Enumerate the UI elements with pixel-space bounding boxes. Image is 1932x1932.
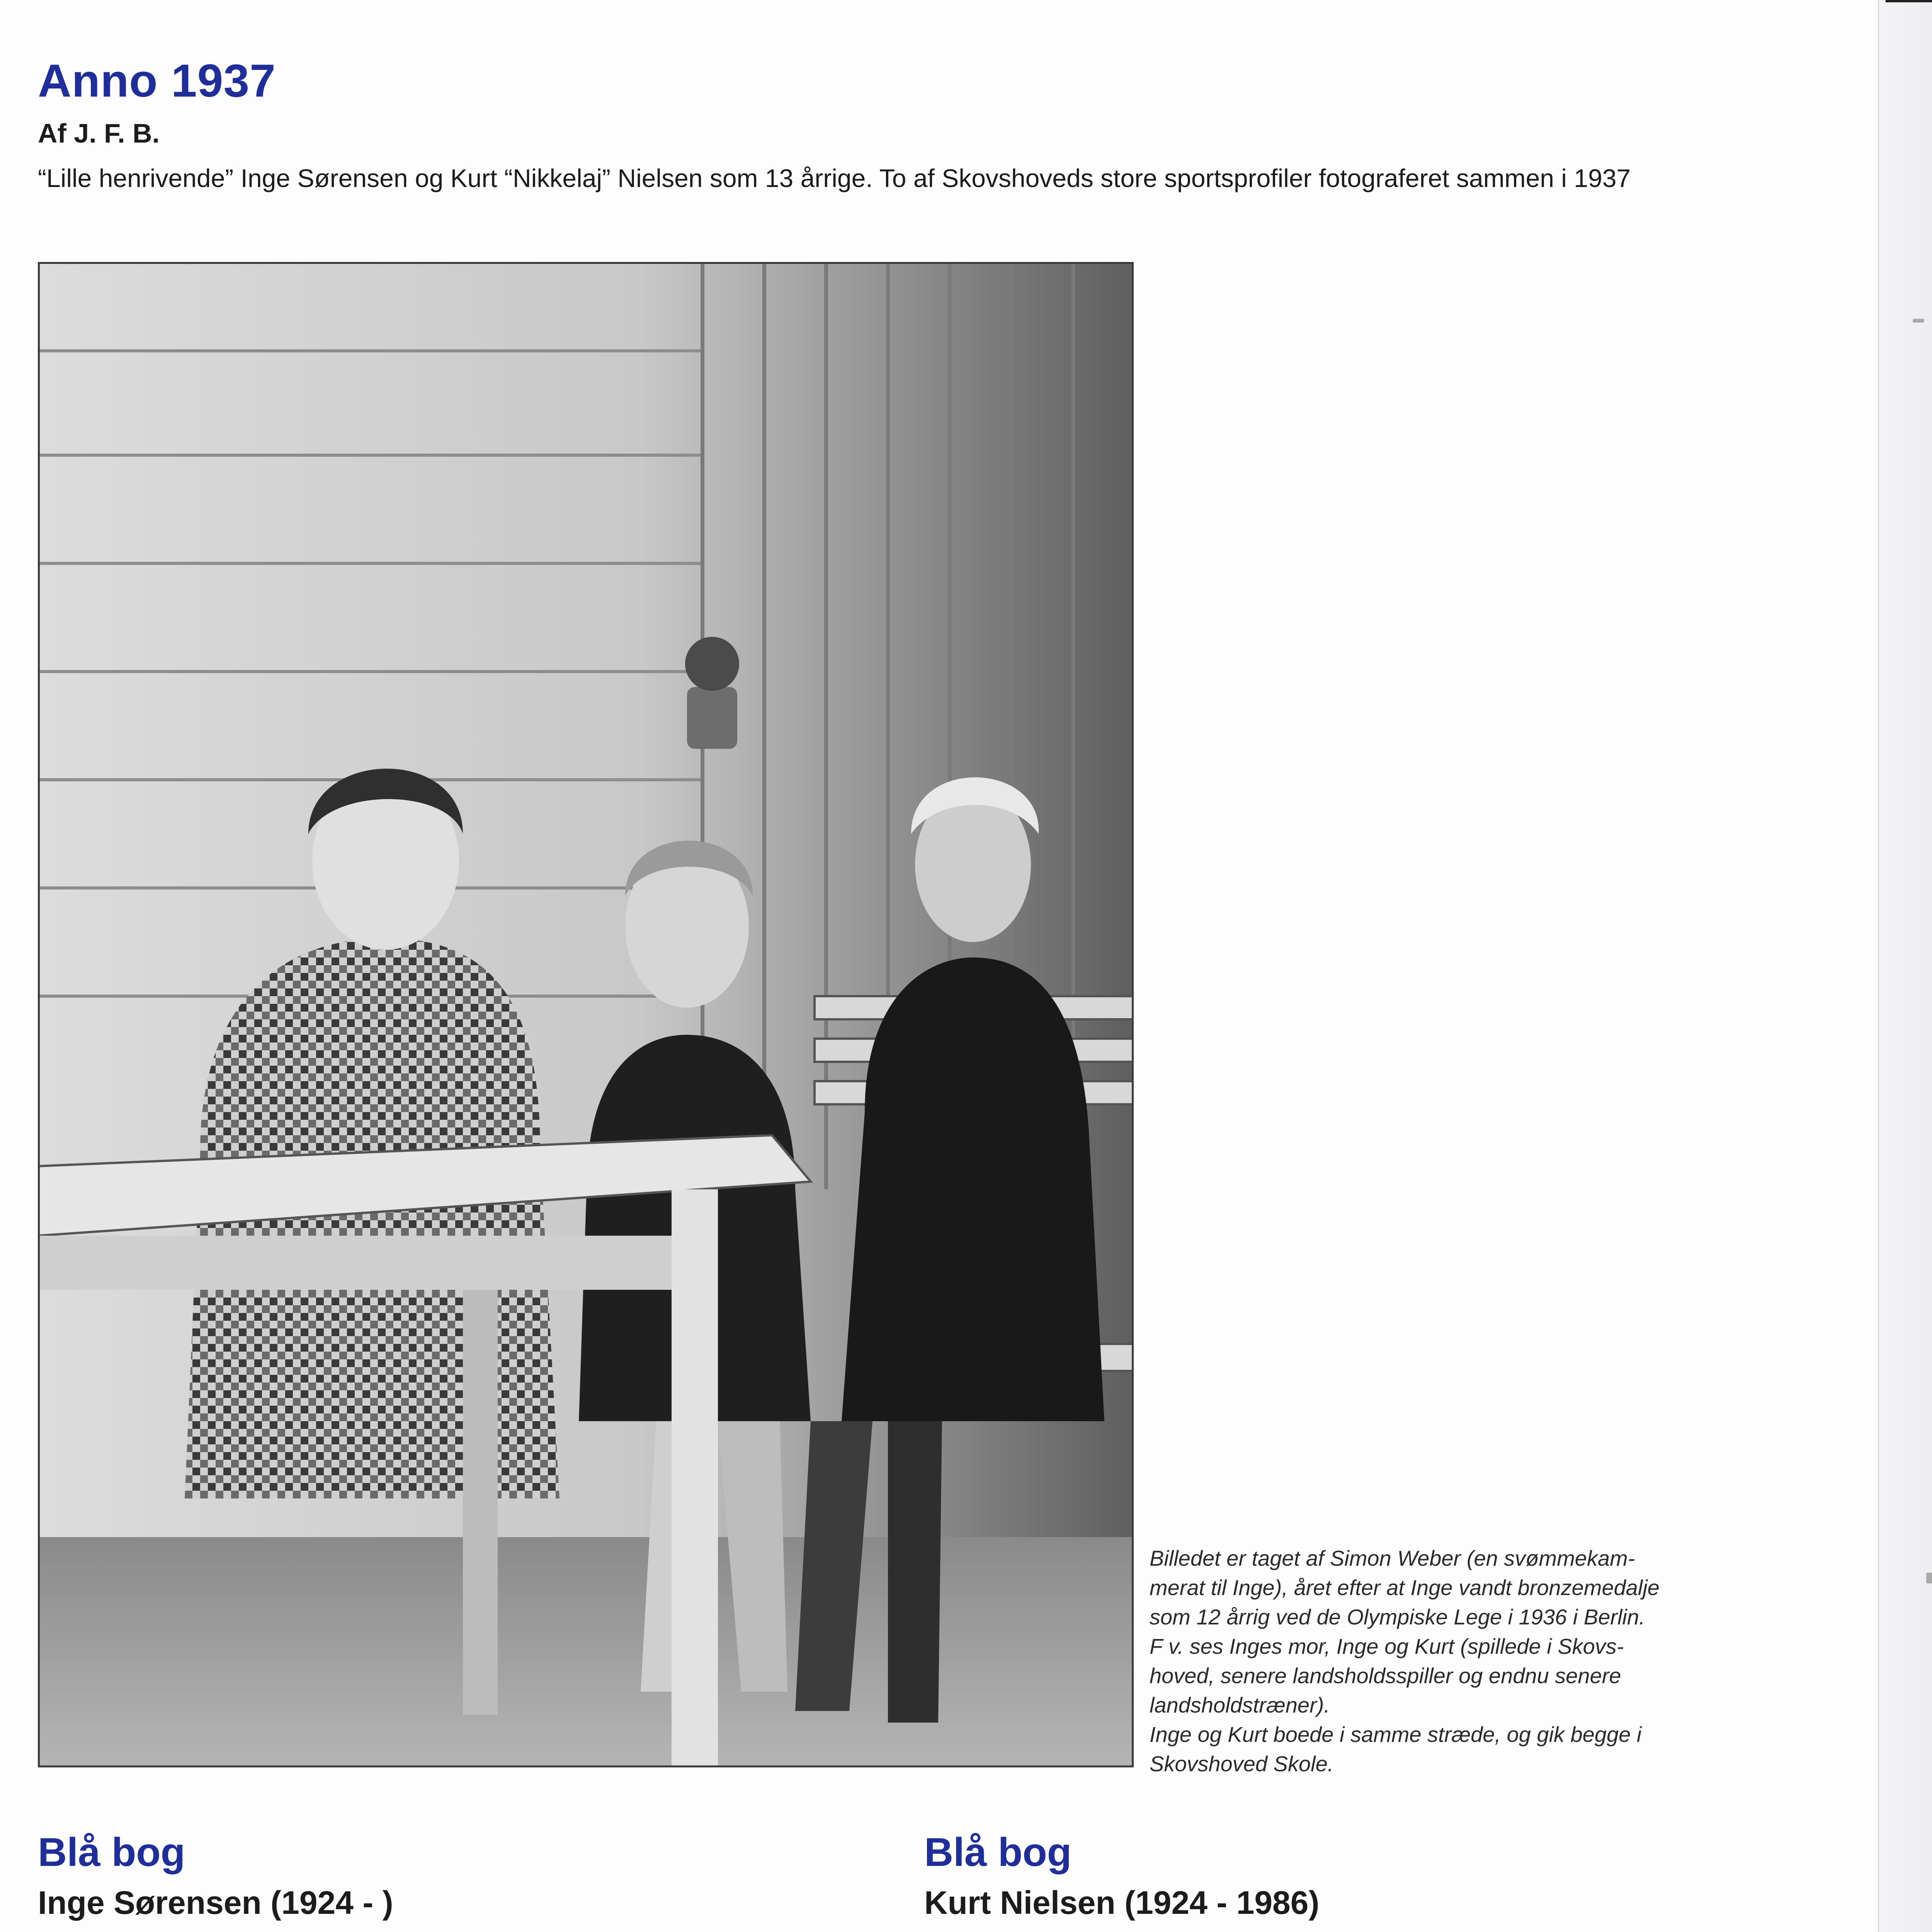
caption-line: Billedet er taget af Simon Weber (en svømmekam-: [1150, 1546, 1635, 1570]
scan-speck: [1926, 1573, 1932, 1583]
caption-line: Inge og Kurt boede i samme stræde, og gik begge i: [1150, 1722, 1642, 1747]
caption-line: landsholdstræner).: [1150, 1693, 1330, 1717]
section-heading: Blå bog: [924, 1830, 1072, 1875]
section-subheading: Inge Sørensen (1924 - ): [38, 1884, 393, 1921]
caption-line: merat til Inge), året efter at Inge vandt bronzemedalje: [1150, 1575, 1660, 1600]
intro-text: “Lille henrivende” Inge Sørensen og Kurt “Nikkelaj” Nielsen som 13 årrige. To af Skovshoveds store sportsprofiler fotograferet sammen i 1937: [38, 164, 1631, 192]
caption-line: F v. ses Inges mor, Inge og Kurt (spillede i Skovs-: [1150, 1634, 1624, 1658]
section-heading: Blå bog: [38, 1830, 185, 1875]
scan-mark: [1886, 0, 1932, 2]
author-byline: Af J. F. B.: [38, 118, 160, 148]
caption-line: hoved, senere landsholdsspiller og endnu senere: [1150, 1663, 1621, 1688]
page-title: Anno 1937: [38, 55, 276, 107]
scan-edge: [1878, 0, 1932, 1932]
historic-photo: [38, 262, 1134, 1767]
caption-line: Skovshoved Skole.: [1150, 1752, 1334, 1776]
scan-speck: [1913, 319, 1924, 323]
bio-inge: [38, 1830, 973, 1932]
section-subheading: Kurt Nielsen (1924 - 1986): [924, 1884, 1320, 1921]
bio-kurt: [924, 1830, 1774, 1932]
caption-line: som 12 årrig ved de Olympiske Lege i 1936 i Berlin.: [1150, 1605, 1645, 1629]
photo-caption: [1150, 1544, 1814, 1779]
